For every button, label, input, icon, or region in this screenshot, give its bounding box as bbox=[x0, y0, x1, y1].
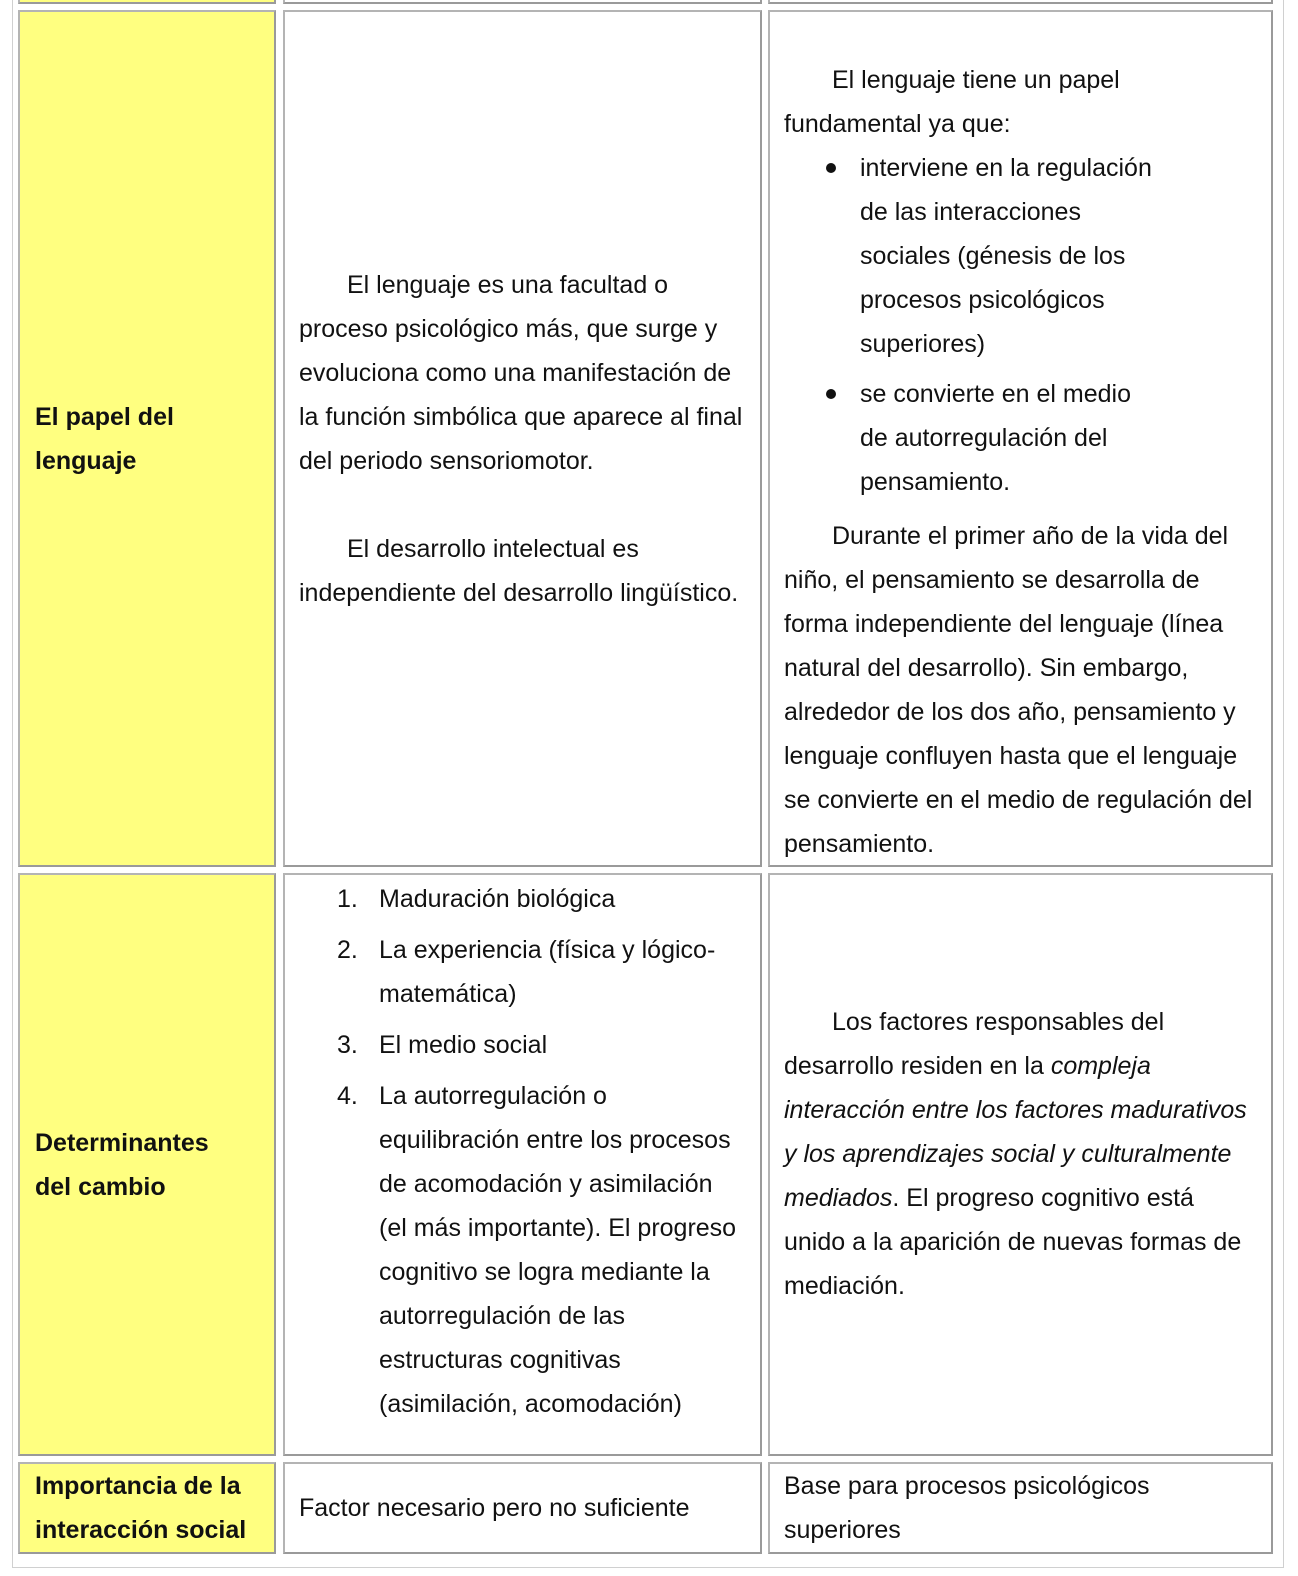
determinantes-col1 bbox=[283, 873, 762, 1456]
text-lead: Los factores responsables del desarrollo residen en la bbox=[784, 1007, 1165, 1080]
paragraph-closing: Durante el primer año de la vida del niño, el pensamiento se desarrolla de forma independiente del lenguaje (línea natural del desarrollo). Sin embargo, alrededor de los dos año, pensamiento y lenguaje confluyen hasta que el lenguaje se convierte en el medio de regulación del pensamiento. bbox=[784, 522, 1253, 858]
row-header-importancia bbox=[18, 1462, 276, 1554]
text-italic: compleja interacción entre los factores madurativos y los aprendizajes social y culturalmente mediados bbox=[784, 1051, 1247, 1212]
paragraph: El desarrollo intelectual es independiente del desarrollo lingüístico. bbox=[299, 534, 739, 607]
list-item bbox=[337, 1074, 746, 1433]
paragraph: Base para procesos psicológicos superiores bbox=[784, 1472, 1150, 1544]
list-item: se convierte en el medio de autorregulación del pensamiento. bbox=[860, 372, 1163, 510]
item-text: El medio social bbox=[379, 1031, 548, 1059]
top-stub-cell-2 bbox=[768, 0, 1273, 4]
papel-lenguaje-col1 bbox=[283, 10, 762, 867]
papel-lenguaje-col2 bbox=[768, 10, 1273, 867]
top-stub-cell-1 bbox=[283, 0, 762, 4]
paragraph: El lenguaje es una facultad o proceso psicológico más, que surge y evoluciona como una manifestación de la función simbólica que aparece al final del periodo sensoriomotor. bbox=[299, 270, 743, 475]
top-stub-header-cell bbox=[18, 0, 276, 4]
item-number: 3. bbox=[337, 1031, 358, 1059]
item-number: 1. bbox=[337, 885, 358, 913]
bullet-list bbox=[784, 146, 1253, 510]
row-header-label: Importancia de la interacción social bbox=[35, 1472, 247, 1544]
paragraph: Factor necesario pero no suficiente bbox=[299, 1494, 690, 1522]
determinantes-col2 bbox=[768, 873, 1273, 1456]
numbered-list bbox=[299, 877, 746, 1433]
list-item bbox=[337, 1023, 746, 1074]
list-item bbox=[337, 928, 746, 1023]
row-header-label: El papel del lenguaje bbox=[35, 402, 174, 475]
item-text: La experiencia (física y lógico-matemática) bbox=[379, 936, 716, 1008]
paragraph-intro: El lenguaje tiene un papel fundamental ya que: bbox=[784, 66, 1120, 138]
item-number: 2. bbox=[337, 936, 358, 964]
item-number: 4. bbox=[337, 1082, 358, 1110]
importancia-col1 bbox=[283, 1462, 762, 1554]
importancia-col2 bbox=[768, 1462, 1273, 1554]
item-text: La autorregulación o equilibración entre los procesos de acomodación y asimilación (el más importante). El progreso cognitivo se logra mediante la autorregulación de las estructuras cognitivas (asimilación, acomodación) bbox=[379, 1082, 737, 1418]
item-text: Maduración biológica bbox=[379, 885, 616, 913]
paragraph bbox=[784, 1000, 1249, 1308]
text-tail: . El progreso cognitivo está unido a la aparición de nuevas formas de mediación. bbox=[784, 1183, 1242, 1300]
list-item bbox=[337, 877, 746, 928]
list-item: interviene en la regulación de las interacciones sociales (génesis de los procesos psicológicos superiores) bbox=[860, 146, 1163, 372]
row-header-papel-lenguaje bbox=[18, 10, 276, 867]
row-header-label: Determinantes del cambio bbox=[35, 1128, 209, 1201]
row-header-determinantes bbox=[18, 873, 276, 1456]
